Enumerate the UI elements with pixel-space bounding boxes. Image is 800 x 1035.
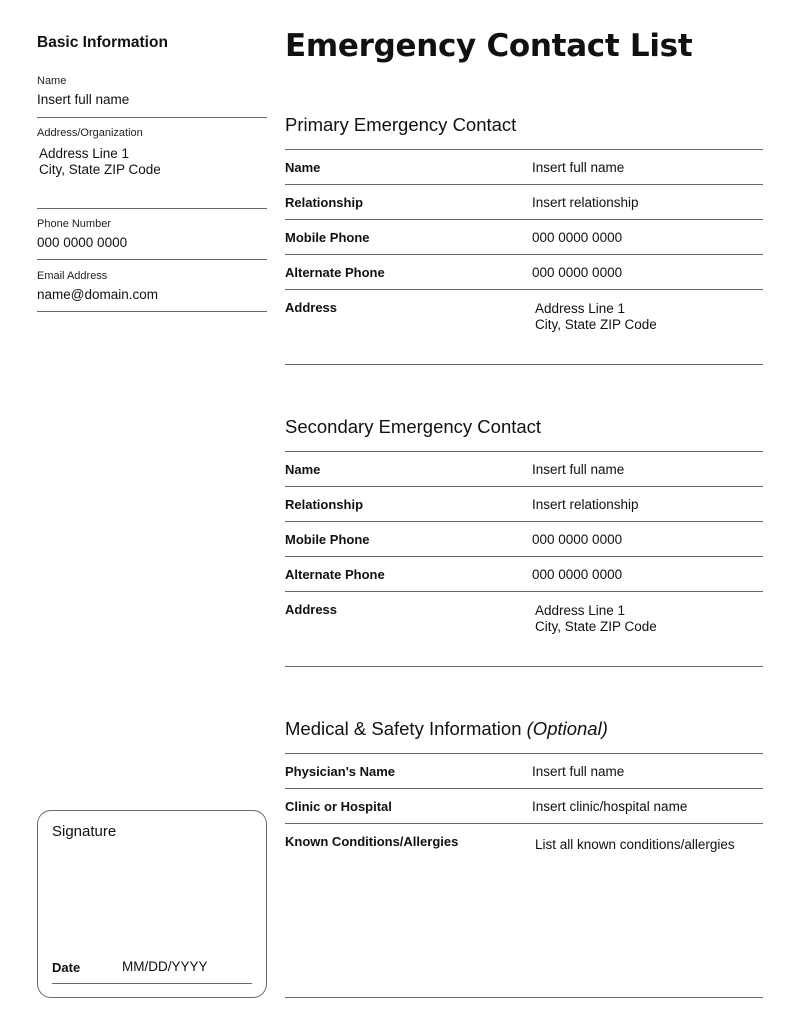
row-value[interactable]: Insert full name [532,764,625,779]
row-label: Alternate Phone [285,567,385,582]
address-line2: City, State ZIP Code [535,317,657,332]
table-row [285,824,763,998]
address-line1: Address Line 1 [535,301,626,316]
medical-section-title [285,718,608,740]
signature-label: Signature [52,823,117,840]
basic-name-field[interactable] [37,75,267,118]
table-row [285,487,763,522]
date-underline [52,983,252,984]
address-value[interactable] [39,146,267,178]
row-label: Known Conditions/Allergies [285,834,459,849]
field-label: Phone Number [37,218,111,230]
table-row [285,557,763,592]
row-label: Name [285,462,321,477]
field-label: Address/Organization [37,127,143,139]
primary-contact-table [285,149,763,365]
table-row [285,522,763,557]
table-row [285,290,763,365]
signature-box[interactable] [37,810,267,998]
primary-section-title: Primary Emergency Contact [285,114,517,135]
address-line2: City, State ZIP Code [535,619,657,634]
field-value[interactable]: name@domain.com [37,287,159,302]
table-row [285,592,763,667]
table-row [285,220,763,255]
page-title: Emergency Contact List [285,28,693,64]
row-value[interactable]: 000 0000 0000 [532,532,623,547]
table-row [285,789,763,824]
row-value[interactable]: Insert relationship [532,195,639,210]
row-value[interactable]: Insert clinic/hospital name [532,799,688,814]
row-label: Name [285,160,321,175]
address-line1: Address Line 1 [39,146,130,161]
row-value[interactable]: Insert full name [532,160,625,175]
basic-phone-field[interactable] [37,218,267,260]
table-row [285,185,763,220]
row-label: Relationship [285,195,364,210]
row-value[interactable] [535,603,657,635]
basic-email-field[interactable] [37,270,267,312]
address-line2: City, State ZIP Code [39,162,161,177]
field-label: Email Address [37,270,108,282]
row-value[interactable]: 000 0000 0000 [532,265,623,280]
basic-address-field[interactable] [37,127,267,209]
medical-info-table [285,753,763,998]
secondary-section-title: Secondary Emergency Contact [285,416,542,437]
table-row [285,150,763,185]
row-label: Alternate Phone [285,265,385,280]
basic-info-heading: Basic Information [37,34,168,51]
row-value[interactable] [535,301,657,333]
row-label: Address [285,602,338,617]
row-value[interactable]: 000 0000 0000 [532,230,623,245]
row-value[interactable]: 000 0000 0000 [532,567,623,582]
medical-title-text: Medical & Safety Information [285,718,522,739]
row-value[interactable]: Insert relationship [532,497,639,512]
row-label: Address [285,300,338,315]
table-row [285,452,763,487]
row-label: Physician's Name [285,764,396,779]
row-label: Mobile Phone [285,532,370,547]
optional-tag: (Optional) [526,718,608,739]
date-label: Date [52,960,81,975]
field-value[interactable]: 000 0000 0000 [37,235,128,250]
row-label: Mobile Phone [285,230,370,245]
table-row [285,255,763,290]
table-row [285,754,763,789]
address-line1: Address Line 1 [535,603,626,618]
field-value[interactable]: Insert full name [37,92,130,107]
date-value[interactable]: MM/DD/YYYY [122,959,208,974]
row-value[interactable]: List all known conditions/allergies [535,837,735,852]
row-label: Relationship [285,497,364,512]
row-label: Clinic or Hospital [285,799,392,814]
row-value[interactable]: Insert full name [532,462,625,477]
field-label: Name [37,75,67,87]
secondary-contact-table [285,451,763,667]
